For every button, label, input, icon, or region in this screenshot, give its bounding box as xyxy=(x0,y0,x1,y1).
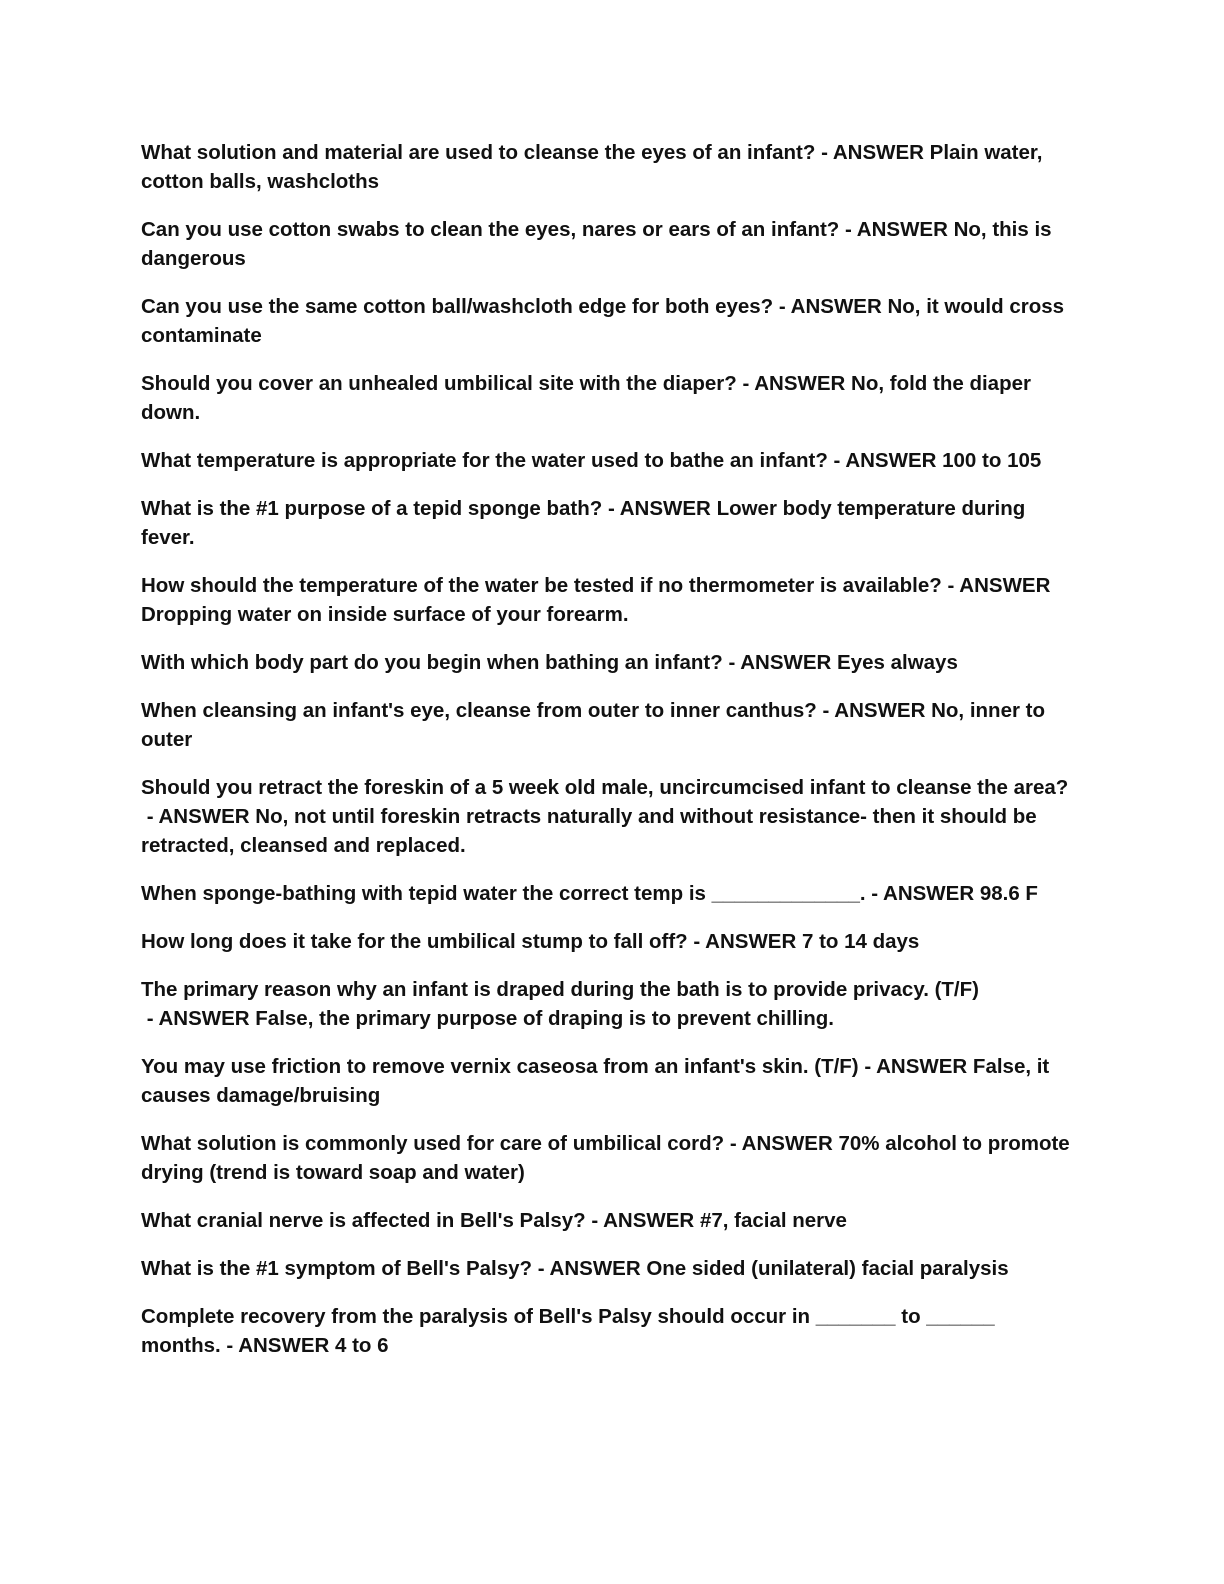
question-text: When cleansing an infant's eye, cleanse from outer to inner canthus? xyxy=(141,699,817,722)
separator: - xyxy=(141,805,159,828)
question-text: Can you use cotton swabs to clean the eyes, nares or ears of an infant? xyxy=(141,218,840,241)
separator: - xyxy=(532,1257,550,1280)
separator: - xyxy=(585,1209,604,1232)
qa-item xyxy=(141,696,1071,754)
answer-label: ANSWER xyxy=(238,1334,330,1357)
answer-label: ANSWER xyxy=(834,699,926,722)
answer-label: ANSWER xyxy=(603,1209,695,1232)
answer-text: False, it causes damage/bruising xyxy=(141,1055,1050,1107)
question-text: Can you use the same cotton ball/washcloth edge for both eyes? xyxy=(141,295,774,318)
qa-item xyxy=(141,215,1071,273)
qa-item xyxy=(141,1052,1071,1110)
separator: - xyxy=(816,699,835,722)
qa-item xyxy=(141,1206,1071,1235)
qa-item xyxy=(141,879,1071,908)
answer-label: ANSWER xyxy=(856,218,948,241)
qa-item xyxy=(141,494,1071,552)
answer-text: 100 to 105 xyxy=(942,449,1042,472)
question-text: You may use friction to remove vernix caseosa from an infant's skin. (T/F) xyxy=(141,1055,859,1078)
answer-text: One sided (unilateral) facial paralysis xyxy=(646,1257,1009,1280)
separator: - xyxy=(724,1132,742,1155)
separator: - xyxy=(941,574,960,597)
answer-text: No, not until foreskin retracts naturally and without resistance- then it should be retracted, cleansed and replaced. xyxy=(141,805,1037,857)
answer-text: 7 to 14 days xyxy=(801,930,920,953)
answer-text: No, inner to outer xyxy=(141,699,1045,751)
qa-item xyxy=(141,1129,1071,1187)
answer-text: Dropping water on inside surface of your forearm. xyxy=(141,603,629,626)
question-text: Should you cover an unhealed umbilical site with the diaper? xyxy=(141,372,737,395)
separator: - xyxy=(815,141,833,164)
qa-item xyxy=(141,571,1071,629)
qa-item xyxy=(141,138,1071,196)
answer-text: Lower body temperature during fever. xyxy=(141,497,1026,549)
answer-label: ANSWER xyxy=(832,141,924,164)
question-text: Complete recovery from the paralysis of Bell's Palsy should occur in _______ to ______ months. xyxy=(141,1305,995,1357)
qa-item xyxy=(141,369,1071,427)
answer-text: Plain water, cotton balls, washcloths xyxy=(141,141,1043,193)
answer-label: ANSWER xyxy=(876,1055,968,1078)
answer-label: ANSWER xyxy=(158,1007,250,1030)
answer-text: False, the primary purpose of draping is to prevent chilling. xyxy=(255,1007,834,1030)
qa-item xyxy=(141,292,1071,350)
qa-item xyxy=(141,1302,1071,1360)
separator: - xyxy=(220,1334,239,1357)
answer-label: ANSWER xyxy=(158,805,250,828)
separator: - xyxy=(602,497,620,520)
qa-item xyxy=(141,446,1071,475)
separator: - xyxy=(827,449,846,472)
separator: - xyxy=(736,372,755,395)
qa-item xyxy=(141,648,1071,677)
answer-label: ANSWER xyxy=(790,295,882,318)
question-text: What cranial nerve is affected in Bell's Palsy? xyxy=(141,1209,586,1232)
qa-item xyxy=(141,927,1071,956)
answer-label: ANSWER xyxy=(740,651,832,674)
question-text: What solution is commonly used for care of umbilical cord? xyxy=(141,1132,725,1155)
qa-item xyxy=(141,1254,1071,1283)
separator: - xyxy=(858,1055,877,1078)
question-text: What temperature is appropriate for the water used to bathe an infant? xyxy=(141,449,828,472)
answer-text: No, it would cross contaminate xyxy=(141,295,1065,347)
question-text: The primary reason why an infant is draped during the bath is to provide privacy. (T/F) xyxy=(141,978,979,1001)
answer-label: ANSWER xyxy=(705,930,797,953)
answer-label: ANSWER xyxy=(549,1257,641,1280)
answer-label: ANSWER xyxy=(619,497,711,520)
separator: - xyxy=(141,1007,159,1030)
qa-item xyxy=(141,975,1071,1033)
separator: - xyxy=(773,295,791,318)
answer-label: ANSWER xyxy=(754,372,846,395)
question-text: Should you retract the foreskin of a 5 week old male, uncircumcised infant to cleanse the area? xyxy=(141,776,1069,799)
question-text: When sponge-bathing with tepid water the correct temp is _____________. xyxy=(141,882,866,905)
separator: - xyxy=(865,882,884,905)
answer-label: ANSWER xyxy=(959,574,1051,597)
answer-label: ANSWER xyxy=(741,1132,833,1155)
qa-item xyxy=(141,773,1071,860)
answer-label: ANSWER xyxy=(883,882,975,905)
answer-text: 98.6 F xyxy=(979,882,1038,905)
answer-text: #7, facial nerve xyxy=(699,1209,847,1232)
answer-text: No, this is dangerous xyxy=(141,218,1052,270)
question-text: How should the temperature of the water be tested if no thermometer is available? xyxy=(141,574,942,597)
question-text: What solution and material are used to cleanse the eyes of an infant? xyxy=(141,141,816,164)
separator: - xyxy=(722,651,741,674)
question-text: What is the #1 purpose of a tepid sponge bath? xyxy=(141,497,603,520)
answer-label: ANSWER xyxy=(845,449,937,472)
question-text: What is the #1 symptom of Bell's Palsy? xyxy=(141,1257,533,1280)
answer-text: 4 to 6 xyxy=(335,1334,389,1357)
answer-text: Eyes always xyxy=(837,651,958,674)
question-text: With which body part do you begin when bathing an infant? xyxy=(141,651,723,674)
question-text: How long does it take for the umbilical stump to fall off? xyxy=(141,930,688,953)
qa-list xyxy=(141,138,1071,1379)
separator: - xyxy=(839,218,857,241)
answer-text: 70% alcohol to promote drying (trend is toward soap and water) xyxy=(141,1132,1070,1184)
answer-text: No, fold the diaper down. xyxy=(141,372,1031,424)
separator: - xyxy=(687,930,706,953)
